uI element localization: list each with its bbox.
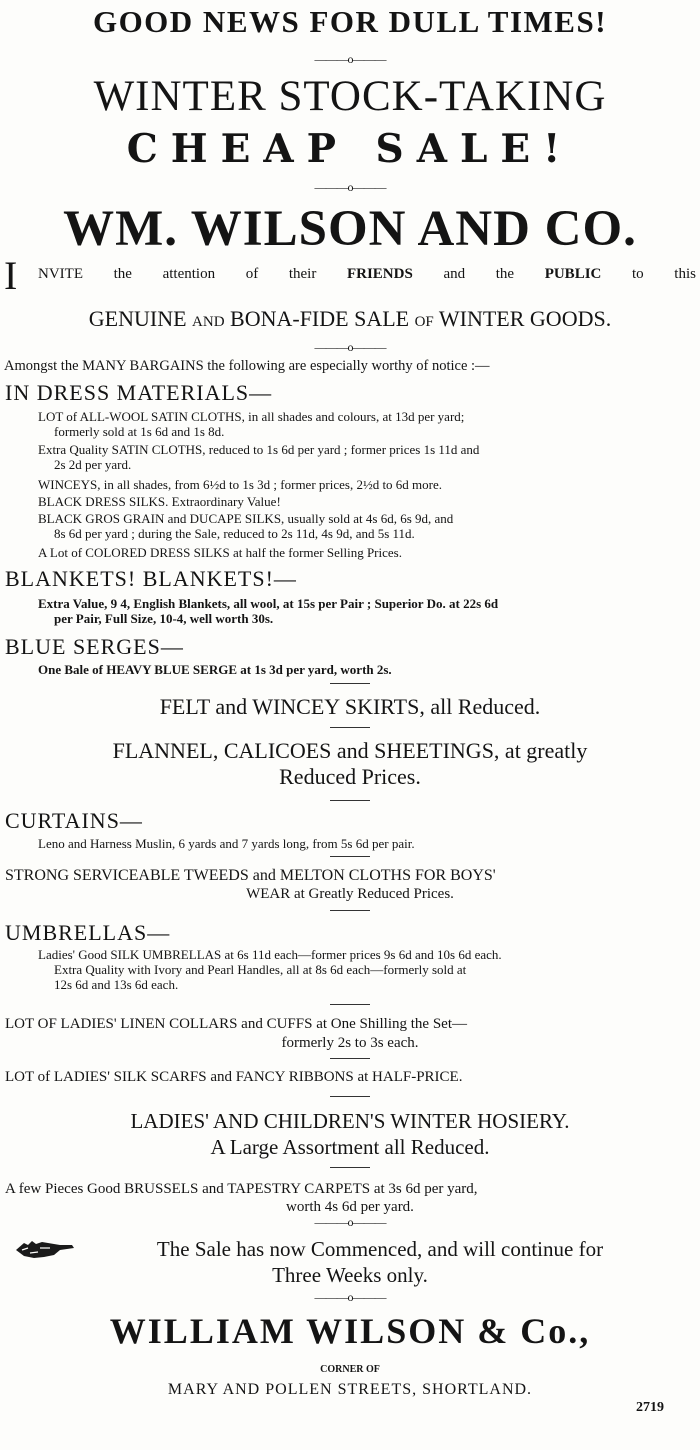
section-heading-serges: BLUE SERGES— xyxy=(5,634,184,659)
invite-word: of xyxy=(245,266,259,282)
hosiery-line-1: LADIES' AND CHILDREN'S WINTER HOSIERY. xyxy=(130,1109,570,1133)
carpets-line-2: worth 4s 6d per yard. xyxy=(286,1199,414,1215)
separator: ———o——— xyxy=(314,340,386,354)
reference-number: 2719 xyxy=(636,1400,664,1415)
item-line: BLACK DRESS SILKS. Extraordinary Value! xyxy=(38,494,281,509)
genuine-sale-line xyxy=(0,306,700,332)
genuine-of: OF xyxy=(414,314,434,330)
invite-word: PUBLIC xyxy=(544,266,602,282)
divider xyxy=(330,1167,370,1168)
list-item xyxy=(38,947,696,992)
invite-word: the xyxy=(495,266,515,282)
item-line: Extra Quality SATIN CLOTHS, reduced to 1s 6d per yard ; former prices 1s 11d and xyxy=(38,442,480,457)
list-item xyxy=(38,494,696,509)
genuine-text: GENUINE xyxy=(88,306,187,331)
signature-company: WILLIAM WILSON & Co., xyxy=(109,1311,591,1351)
divider xyxy=(330,1058,370,1059)
divider xyxy=(330,1004,370,1005)
sale-title-cheap: CHEAP SALE! xyxy=(126,126,574,172)
invite-word: to xyxy=(632,266,644,282)
tweeds-line-1: STRONG SERVICEABLE TWEEDS and MELTON CLOTHS FOR BOYS' xyxy=(5,867,496,884)
hosiery-line-2: A Large Assortment all Reduced. xyxy=(210,1135,490,1159)
dropcap: I xyxy=(4,253,18,298)
headline: GOOD NEWS FOR DULL TIMES! xyxy=(92,4,608,39)
commenced-line-2: Three Weeks only. xyxy=(272,1263,428,1287)
item-line: A Lot of COLORED DRESS SILKS at half the former Selling Prices. xyxy=(38,545,402,560)
invite-word: the xyxy=(113,266,132,282)
list-item xyxy=(38,836,696,851)
list-item xyxy=(38,662,696,677)
collars-line-1: LOT OF LADIES' LINEN COLLARS and CUFFS at One Shilling the Set— xyxy=(5,1016,468,1032)
item-line: One Bale of HEAVY BLUE SERGE at 1s 3d per yard, worth 2s. xyxy=(38,662,392,677)
shop-address: MARY AND POLLEN STREETS, SHORTLAND. xyxy=(167,1381,533,1398)
separator: ———o——— xyxy=(314,1290,386,1304)
corner-of-label: CORNER OF xyxy=(320,1364,380,1375)
divider xyxy=(330,727,370,728)
tweeds-line-2: WEAR at Greatly Reduced Prices. xyxy=(246,886,454,902)
item-line: per Pair, Full Size, 10-4, well worth 30s. xyxy=(54,611,274,626)
notice-line: Amongst the MANY BARGAINS the following are especially worthy of notice :— xyxy=(4,358,490,374)
divider xyxy=(330,856,370,857)
divider xyxy=(330,1096,370,1097)
section-heading-dress: IN DRESS MATERIALS— xyxy=(5,380,273,405)
section-heading-umbrellas: UMBRELLAS— xyxy=(5,920,171,945)
felt-skirts-line: FELT and WINCEY SKIRTS, all Reduced. xyxy=(159,694,541,719)
list-item xyxy=(38,596,696,626)
item-line: LOT of ALL-WOOL SATIN CLOTHS, in all shades and colours, at 13d per yard; xyxy=(38,409,465,424)
section-heading-curtains: CURTAINS— xyxy=(5,808,143,833)
separator: ———o——— xyxy=(314,180,386,194)
carpets-line-1: A few Pieces Good BRUSSELS and TAPESTRY CARPETS at 3s 6d per yard, xyxy=(5,1181,478,1197)
divider xyxy=(330,910,370,911)
item-line: 2s 2d per yard. xyxy=(54,457,132,472)
item-line: 12s 6d and 13s 6d each. xyxy=(54,977,179,992)
invite-word: this xyxy=(674,266,696,282)
invite-word: NVITE xyxy=(38,266,83,282)
list-item xyxy=(38,442,696,472)
invite-word: attention xyxy=(162,266,216,282)
invite-line xyxy=(38,266,696,283)
list-item xyxy=(38,409,696,439)
genuine-and: AND xyxy=(192,314,225,330)
flannel-line-1: FLANNEL, CALICOES and SHEETINGS, at greatly xyxy=(112,738,588,763)
sale-title-winter: WINTER STOCK-TAKING xyxy=(93,73,607,120)
item-line: Extra Quality with Ivory and Pearl Handles, all at 8s 6d each—formerly sold at xyxy=(54,962,467,977)
genuine-text: BONA-FIDE SALE xyxy=(230,306,410,331)
invite-word: their xyxy=(288,266,317,282)
company-name: WM. WILSON AND CO. xyxy=(63,201,637,257)
collars-line-2: formerly 2s to 3s each. xyxy=(281,1035,419,1051)
invite-word: FRIENDS xyxy=(346,266,413,282)
list-item xyxy=(38,511,696,541)
invite-word: and xyxy=(443,266,466,282)
genuine-text: WINTER GOODS. xyxy=(438,306,612,331)
item-line: Leno and Harness Muslin, 6 yards and 7 yards long, from 5s 6d per pair. xyxy=(38,836,415,851)
list-item xyxy=(38,477,696,492)
item-line: Extra Value, 9 4, English Blankets, all wool, at 15s per Pair ; Superior Do. at 22s 6d xyxy=(38,596,499,611)
list-item xyxy=(38,545,696,560)
divider xyxy=(330,683,370,684)
item-line: formerly sold at 1s 6d and 1s 8d. xyxy=(54,424,225,439)
item-line: WINCEYS, in all shades, from 6½d to 1s 3d ; former prices, 2½d to 6d more. xyxy=(38,477,443,492)
item-line: Ladies' Good SILK UMBRELLAS at 6s 11d each—former prices 9s 6d and 10s 6d each. xyxy=(38,947,502,962)
section-heading-blankets: BLANKETS! BLANKETS!— xyxy=(5,566,297,591)
separator: ———o——— xyxy=(314,1215,386,1229)
flannel-line-2: Reduced Prices. xyxy=(279,764,421,789)
item-line: 8s 6d per yard ; during the Sale, reduced to 2s 11d, 4s 9d, and 5s 11d. xyxy=(54,526,415,541)
commenced-line-1: The Sale has now Commenced, and will continue for xyxy=(156,1237,604,1261)
item-line: BLACK GROS GRAIN and DUCAPE SILKS, usually sold at 4s 6d, 6s 9d, and xyxy=(38,511,454,526)
divider xyxy=(330,800,370,801)
separator: ———o——— xyxy=(314,52,386,66)
scarfs-line: LOT of LADIES' SILK SCARFS and FANCY RIBBONS at HALF-PRICE. xyxy=(5,1069,463,1085)
